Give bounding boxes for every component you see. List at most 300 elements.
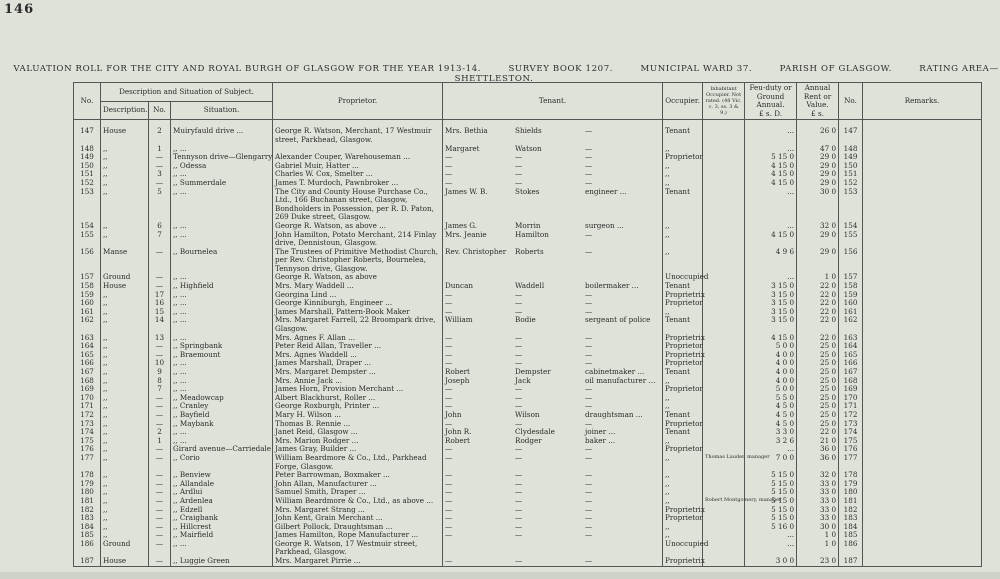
row-description: ,,: [101, 170, 149, 179]
row-occupier: Proprietrix: [663, 351, 703, 360]
tenant-first-name: Robert: [445, 367, 470, 376]
row-number: 150: [74, 162, 101, 171]
row-remarks: [863, 153, 982, 162]
row-number-right: 167: [839, 368, 863, 377]
tenant-occupation: —: [585, 487, 593, 497]
row-description: ,,: [101, 437, 149, 446]
tenant-surname: Rodger: [515, 435, 542, 445]
row-inhabitant-occupier: [703, 162, 745, 171]
row-number-right: 157: [839, 273, 863, 282]
row-annual-rent: 29 0: [797, 153, 839, 162]
row-situation: ,, ...: [171, 540, 273, 557]
row-number: 176: [74, 445, 101, 454]
tenant-occupation: —: [585, 530, 593, 540]
tenant-surname: —: [515, 487, 523, 497]
row-street-number: —: [149, 557, 171, 566]
row-annual-rent: 22 0: [797, 282, 839, 291]
tenant-occupation: —: [585, 478, 593, 488]
row-inhabitant-occupier: [703, 471, 745, 480]
row-description: ,,: [101, 308, 149, 317]
row-occupier: ,,: [663, 454, 703, 471]
row-street-number: 5: [149, 188, 171, 222]
row-description: Ground: [101, 540, 149, 557]
page-number: 146: [4, 2, 35, 17]
row-tenant: [443, 445, 663, 454]
header-occupier: Occupier.: [663, 83, 703, 120]
row-street-number: 1: [149, 145, 171, 154]
tenant-occupation: —: [585, 349, 593, 359]
tenant-first-name: —: [445, 401, 453, 411]
row-street-number: 6: [149, 222, 171, 231]
tenant-occupation: —: [585, 470, 593, 480]
row-number: 179: [74, 480, 101, 489]
row-situation: ,, ...: [171, 299, 273, 308]
tenant-occupation: boilermaker ...: [585, 281, 639, 291]
row-situation: ,, Luggie Green: [171, 557, 273, 566]
row-proprietor: Mrs. Margaret Strang ...: [273, 506, 443, 515]
row-proprietor: George R. Watson, 17 Westmuir street, Parkhead, Glasgow.: [273, 540, 443, 557]
row-feu-duty: 3 15 0: [745, 282, 797, 291]
row-number-right: 149: [839, 153, 863, 162]
row-description: ,,: [101, 153, 149, 162]
row-annual-rent: 25 0: [797, 385, 839, 394]
row-proprietor: George R. Watson, Merchant, 17 Westmuir street, Parkhead, Glasgow.: [273, 127, 443, 144]
row-occupier: Proprietor: [663, 153, 703, 162]
tenant-occupation: engineer ...: [585, 186, 627, 196]
row-remarks: [863, 497, 982, 506]
tenant-surname: Roberts: [515, 246, 544, 256]
row-number: 166: [74, 359, 101, 368]
row-situation: ,, Allandale: [171, 480, 273, 489]
row-inhabitant-occupier: [703, 299, 745, 308]
row-situation: Girard avenue—Carriedale: [171, 445, 273, 454]
row-occupier: Tenant: [663, 411, 703, 420]
row-occupier: Tenant: [663, 428, 703, 437]
row-annual-rent: 23 0: [797, 557, 839, 566]
row-inhabitant-occupier: [703, 145, 745, 154]
tenant-occupation: —: [585, 169, 593, 179]
row-number: 175: [74, 437, 101, 446]
row-remarks: [863, 540, 982, 557]
tenant-first-name: —: [445, 289, 453, 299]
row-situation: ,, ...: [171, 170, 273, 179]
row-situation: ,, ...: [171, 291, 273, 300]
tenant-first-name: Duncan: [445, 281, 473, 291]
row-inhabitant-occupier: [703, 222, 745, 231]
row-occupier: ,,: [663, 170, 703, 179]
row-street-number: —: [149, 411, 171, 420]
row-inhabitant-occupier: [703, 282, 745, 291]
row-description: ,,: [101, 411, 149, 420]
row-proprietor: William Beardmore & Co., Ltd., Parkhead Forge, Glasgow.: [273, 454, 443, 471]
row-number-right: 171: [839, 402, 863, 411]
tenant-first-name: —: [445, 513, 453, 523]
tenant-surname: Bodie: [515, 315, 536, 325]
row-inhabitant-occupier: [703, 179, 745, 188]
row-inhabitant-occupier: [703, 153, 745, 162]
row-situation: ,, ...: [171, 377, 273, 386]
row-number: 184: [74, 523, 101, 532]
row-tenant: [443, 514, 663, 523]
row-number: 151: [74, 170, 101, 179]
row-situation: ,, ...: [171, 273, 273, 282]
tenant-occupation: —: [585, 444, 593, 454]
row-number-right: 183: [839, 514, 863, 523]
row-feu-duty: 3 15 0: [745, 291, 797, 300]
row-inhabitant-occupier: [703, 540, 745, 557]
row-description: ,,: [101, 377, 149, 386]
row-number-right: 174: [839, 428, 863, 437]
row-number: 182: [74, 506, 101, 515]
row-proprietor: Thomas B. Rennie ...: [273, 420, 443, 429]
row-situation: ,, Bournelea: [171, 248, 273, 274]
tenant-occupation: oil manufacturer ...: [585, 375, 656, 385]
tenant-first-name: James G.: [445, 220, 478, 230]
row-inhabitant-occupier: [703, 488, 745, 497]
row-annual-rent: 22 0: [797, 428, 839, 437]
row-description: ,,: [101, 179, 149, 188]
row-proprietor: James T. Murdoch, Pawnbroker ...: [273, 179, 443, 188]
tenant-first-name: Margaret: [445, 143, 480, 153]
row-number: 157: [74, 273, 101, 282]
row-street-number: 13: [149, 334, 171, 343]
row-annual-rent: 22 0: [797, 308, 839, 317]
row-tenant: [443, 282, 663, 291]
row-proprietor: Mrs. Marion Rodger ...: [273, 437, 443, 446]
row-inhabitant-occupier: [703, 127, 745, 144]
row-annual-rent: 22 0: [797, 316, 839, 333]
row-proprietor: George R. Watson, as above ...: [273, 222, 443, 231]
tenant-first-name: —: [445, 332, 453, 342]
row-occupier: ,,: [663, 497, 703, 506]
row-number-right: 166: [839, 359, 863, 368]
tenant-first-name: —: [445, 495, 453, 505]
row-situation: ,, Highfield: [171, 282, 273, 291]
row-inhabitant-occupier: [703, 531, 745, 540]
table-row: [74, 188, 982, 222]
row-number-right: 155: [839, 231, 863, 248]
row-street-number: 17: [149, 291, 171, 300]
row-annual-rent: 29 0: [797, 162, 839, 171]
tenant-first-name: John: [445, 409, 462, 419]
tenant-surname: —: [515, 452, 523, 462]
tenant-surname: —: [515, 169, 523, 179]
tenant-surname: Morrin: [515, 220, 541, 230]
tenant-surname: —: [515, 384, 523, 394]
table-row: [74, 557, 982, 566]
header-number: No.: [149, 101, 171, 120]
row-inhabitant-occupier: [703, 506, 745, 515]
row-situation: ,, ...: [171, 222, 273, 231]
row-street-number: 2: [149, 127, 171, 144]
tenant-surname: —: [515, 530, 523, 540]
row-tenant: [443, 145, 663, 154]
row-occupier: Proprietor: [663, 299, 703, 308]
row-description: Manse: [101, 248, 149, 274]
row-tenant: [443, 394, 663, 403]
row-tenant: [443, 351, 663, 360]
row-tenant: [443, 299, 663, 308]
row-remarks: [863, 531, 982, 540]
row-inhabitant-occupier: [703, 359, 745, 368]
row-number-right: 182: [839, 506, 863, 515]
row-situation: ,, Summerdale: [171, 179, 273, 188]
row-occupier: ,,: [663, 437, 703, 446]
row-remarks: [863, 342, 982, 351]
row-number: 164: [74, 342, 101, 351]
tenant-surname: —: [515, 152, 523, 162]
roll-title: [0, 64, 1000, 84]
row-street-number: 16: [149, 299, 171, 308]
row-remarks: [863, 145, 982, 154]
row-annual-rent: 30 0: [797, 188, 839, 222]
tenant-first-name: —: [445, 504, 453, 514]
tenant-occupation: —: [585, 495, 593, 505]
row-number-right: 179: [839, 480, 863, 489]
row-tenant: [443, 557, 663, 566]
row-inhabitant-occupier: [703, 428, 745, 437]
row-feu-duty: 5 15 0: [745, 506, 797, 515]
tenant-occupation: cabinetmaker ...: [585, 367, 645, 376]
tenant-surname: —: [515, 470, 523, 480]
row-tenant: [443, 170, 663, 179]
row-street-number: 9: [149, 368, 171, 377]
tenant-surname: Stokes: [515, 186, 540, 196]
row-proprietor: Mrs. Agnes Waddell ...: [273, 351, 443, 360]
row-feu-duty: 4 0 0: [745, 351, 797, 360]
row-proprietor: Gabriel Muir, Hatter ...: [273, 162, 443, 171]
row-annual-rent: 25 0: [797, 377, 839, 386]
row-number: 160: [74, 299, 101, 308]
header-no: No.: [74, 83, 101, 120]
row-occupier: ,,: [663, 145, 703, 154]
row-feu-duty: 5 0 0: [745, 385, 797, 394]
tenant-occupation: —: [585, 229, 593, 239]
row-occupier: ,,: [663, 377, 703, 386]
row-street-number: —: [149, 351, 171, 360]
row-number-right: 158: [839, 282, 863, 291]
row-occupier: Tenant: [663, 127, 703, 144]
row-situation: ,, ...: [171, 188, 273, 222]
row-description: ,,: [101, 402, 149, 411]
row-situation: ,, Springbank: [171, 342, 273, 351]
row-street-number: —: [149, 162, 171, 171]
row-proprietor: Mrs. Margaret Farrell, 22 Broompark drive, Glasgow.: [273, 316, 443, 333]
row-annual-rent: 29 0: [797, 179, 839, 188]
row-proprietor: Mrs. Mary Waddell ...: [273, 282, 443, 291]
tenant-first-name: —: [445, 349, 453, 359]
header-rent: [797, 83, 839, 120]
title-area: RATING AREA—SHETTLESTON.: [454, 64, 999, 84]
row-tenant: [443, 342, 663, 351]
row-street-number: —: [149, 402, 171, 411]
row-tenant: [443, 385, 663, 394]
row-annual-rent: 30 0: [797, 523, 839, 532]
row-inhabitant-occupier: [703, 342, 745, 351]
row-proprietor: Alexander Couper, Warehouseman ...: [273, 153, 443, 162]
tenant-occupation: —: [585, 418, 593, 428]
row-inhabitant-occupier: [703, 170, 745, 179]
tenant-occupation: sergeant of police: [585, 315, 651, 325]
row-street-number: —: [149, 540, 171, 557]
row-number: 165: [74, 351, 101, 360]
row-annual-rent: 36 0: [797, 454, 839, 471]
row-tenant: [443, 428, 663, 437]
row-occupier: Proprietrix: [663, 506, 703, 515]
row-situation: ,, Meadowcap: [171, 394, 273, 403]
row-inhabitant-occupier: [703, 231, 745, 248]
row-street-number: 3: [149, 170, 171, 179]
row-number-right: 176: [839, 445, 863, 454]
row-feu-duty: ...: [745, 540, 797, 557]
row-number-right: 163: [839, 334, 863, 343]
row-proprietor: Georgina Lind ...: [273, 291, 443, 300]
row-number-right: 184: [839, 523, 863, 532]
tenant-surname: —: [515, 478, 523, 488]
row-feu-duty: 5 15 0: [745, 471, 797, 480]
row-description: ,,: [101, 222, 149, 231]
row-remarks: [863, 316, 982, 333]
row-street-number: —: [149, 394, 171, 403]
row-number: 174: [74, 428, 101, 437]
tenant-first-name: John R.: [445, 427, 472, 437]
row-annual-rent: 22 0: [797, 334, 839, 343]
row-description: House: [101, 282, 149, 291]
tenant-occupation: —: [585, 504, 593, 514]
tenant-occupation: —: [585, 160, 593, 170]
row-number-right: 150: [839, 162, 863, 171]
tenant-occupation: —: [585, 152, 593, 162]
row-situation: ,, Ardenlea: [171, 497, 273, 506]
row-number: 161: [74, 308, 101, 317]
row-street-number: —: [149, 531, 171, 540]
row-description: ,,: [101, 471, 149, 480]
row-proprietor: George R. Watson, as above: [273, 273, 443, 282]
row-inhabitant-occupier: [703, 308, 745, 317]
row-proprietor: The Trustees of Primitive Methodist Church, per Rev. Christopher Roberts, Bournelea, Tennyson drive, Glasgow.: [273, 248, 443, 274]
tenant-occupation: —: [585, 401, 593, 411]
row-feu-duty: 5 15 0: [745, 488, 797, 497]
row-remarks: [863, 188, 982, 222]
row-occupier: Unoccupied: [663, 540, 703, 557]
tenant-first-name: James W. B.: [445, 186, 488, 196]
row-remarks: [863, 480, 982, 489]
row-street-number: —: [149, 514, 171, 523]
tenant-surname: —: [515, 160, 523, 170]
tenant-first-name: —: [445, 306, 453, 316]
row-situation: ,, ...: [171, 385, 273, 394]
tenant-occupation: —: [585, 143, 593, 153]
row-annual-rent: 33 0: [797, 480, 839, 489]
tenant-first-name: —: [445, 470, 453, 480]
tenant-surname: Waddell: [515, 281, 545, 291]
tenant-occupation: —: [585, 556, 593, 566]
row-proprietor: James Gray, Builder ...: [273, 445, 443, 454]
row-situation: ,, Hillcrest: [171, 523, 273, 532]
tenant-occupation: joiner ...: [585, 427, 616, 437]
row-street-number: —: [149, 282, 171, 291]
row-annual-rent: 25 0: [797, 342, 839, 351]
row-number-right: 178: [839, 471, 863, 480]
row-street-number: —: [149, 153, 171, 162]
tenant-first-name: —: [445, 530, 453, 540]
row-feu-duty: 4 5 0: [745, 411, 797, 420]
row-number-right: 172: [839, 411, 863, 420]
tenant-occupation: —: [585, 332, 593, 342]
row-description: ,,: [101, 454, 149, 471]
row-description: ,,: [101, 385, 149, 394]
row-situation: ,, ...: [171, 231, 273, 248]
row-feu-duty: 4 15 0: [745, 334, 797, 343]
row-feu-duty: 5 5 0: [745, 394, 797, 403]
row-description: House: [101, 557, 149, 566]
row-proprietor: Janet Reid, Glasgow ...: [273, 428, 443, 437]
header-feu-units: £ s. D.: [759, 108, 782, 118]
row-number-right: 153: [839, 188, 863, 222]
tenant-surname: —: [515, 495, 523, 505]
row-street-number: —: [149, 179, 171, 188]
tenant-occupation: —: [585, 521, 593, 531]
tenant-first-name: —: [445, 160, 453, 170]
row-annual-rent: 25 0: [797, 411, 839, 420]
row-number: 169: [74, 385, 101, 394]
row-situation: ,, Edzell: [171, 506, 273, 515]
row-number-right: 164: [839, 342, 863, 351]
row-feu-duty: 3 3 0: [745, 428, 797, 437]
row-number: 168: [74, 377, 101, 386]
row-feu-duty: 4 15 0: [745, 179, 797, 188]
tenant-first-name: —: [445, 298, 453, 308]
row-proprietor: The City and County House Purchase Co., Ltd., 166 Buchanan street, Glasgow, Bondholders in Possession, per R. D. Paton, 269 Duke street, Glasgow.: [273, 188, 443, 222]
row-proprietor: William Beardmore & Co., Ltd., as above ...: [273, 497, 443, 506]
tenant-occupation: —: [585, 246, 593, 256]
row-number-right: 169: [839, 385, 863, 394]
tenant-surname: Shields: [515, 126, 542, 136]
tenant-first-name: —: [445, 169, 453, 179]
row-remarks: [863, 377, 982, 386]
table-row: [74, 127, 982, 144]
row-remarks: [863, 179, 982, 188]
tenant-first-name: —: [445, 392, 453, 402]
row-description: ,,: [101, 480, 149, 489]
row-description: ,,: [101, 351, 149, 360]
tenant-first-name: —: [445, 487, 453, 497]
row-remarks: [863, 385, 982, 394]
row-description: ,,: [101, 497, 149, 506]
tenant-first-name: —: [445, 177, 453, 187]
row-tenant: [443, 506, 663, 515]
row-feu-duty: 4 15 0: [745, 231, 797, 248]
row-inhabitant-occupier: [703, 402, 745, 411]
row-tenant: [443, 437, 663, 446]
row-inhabitant-occupier: [703, 188, 745, 222]
row-occupier: ,,: [663, 394, 703, 403]
row-street-number: 8: [149, 377, 171, 386]
row-inhabitant-occupier: [703, 385, 745, 394]
row-proprietor: Mrs. Margaret Pirrie ...: [273, 557, 443, 566]
header-description-group: Description and Situation of Subject.: [101, 83, 273, 102]
row-number: 183: [74, 514, 101, 523]
header-remarks: Remarks.: [863, 83, 982, 120]
row-annual-rent: 36 0: [797, 445, 839, 454]
row-number: 148: [74, 145, 101, 154]
row-tenant: [443, 540, 663, 557]
row-occupier: Tenant: [663, 368, 703, 377]
row-tenant: [443, 531, 663, 540]
tenant-surname: —: [515, 358, 523, 368]
row-inhabitant-occupier: [703, 368, 745, 377]
row-situation: ,, Odessa: [171, 162, 273, 171]
